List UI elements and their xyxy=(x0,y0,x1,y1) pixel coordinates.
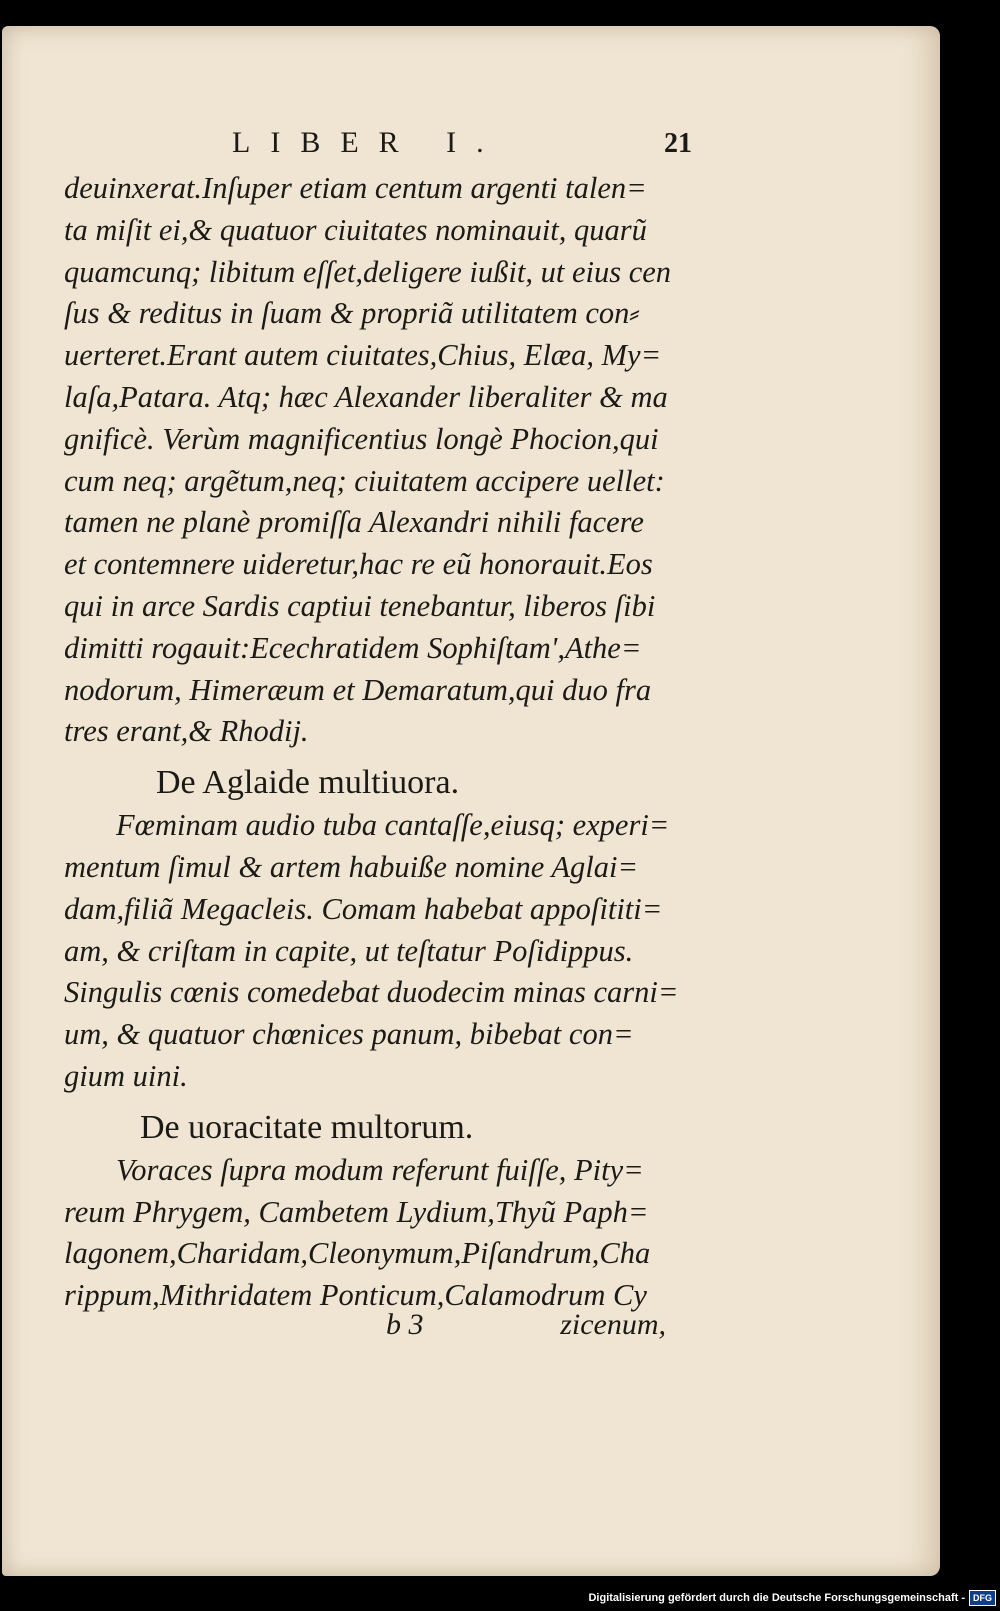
section-heading: De uoracitate multorum. xyxy=(140,1108,474,1146)
text-line: uerteret.Erant autem ciuitates,Chius, Elæa, My= xyxy=(64,338,662,373)
catchword: zicenum, xyxy=(560,1308,666,1341)
text-line: tamen ne planè promiſſa Alexandri nihili facere xyxy=(64,505,644,540)
text-line: am, & criſtam in capite, ut teſtatur Poſidippus. xyxy=(64,933,634,968)
text-line: um, & quatuor chœnices panum, bibebat con= xyxy=(64,1017,634,1052)
text-line: ta miſit ei,& quatuor ciuitates nominauit, quarũ xyxy=(64,212,647,247)
digitization-credit xyxy=(588,1589,996,1607)
text-line: rippum,Mithridatem Ponticum,Calamodrum Cy xyxy=(64,1278,647,1313)
text-line: gium uini. xyxy=(64,1058,188,1093)
text-block xyxy=(64,168,686,1317)
book-page xyxy=(2,26,940,1576)
text-line: cum neq; argẽtum,neq; ciuitatem accipere uellet: xyxy=(64,463,665,498)
text-line: lagonem,Charidam,Cleonymum,Piſandrum,Cha xyxy=(64,1236,651,1271)
running-head xyxy=(232,126,692,170)
section-heading: De Aglaide multiuora. xyxy=(156,764,460,802)
text-line: dimitti rogauit:Ecechratidem Sophiſtam',Athe= xyxy=(64,630,642,665)
text-line: laſa,Patara. Atq; hæc Alexander liberaliter & ma xyxy=(64,379,668,414)
dfg-logo: DFG xyxy=(969,1590,996,1606)
signature-mark: b 3 xyxy=(386,1308,424,1341)
text-line: reum Phrygem, Cambetem Lydium,Thyũ Paph= xyxy=(64,1194,649,1229)
page-number: 21 xyxy=(664,128,692,159)
text-line: et contemnere uideretur,hac re eũ honorauit.Eos xyxy=(64,547,653,582)
text-line: gnificè. Verùm magnificentius longè Phocion,qui xyxy=(64,421,659,456)
text-line: dam,filiã Megacleis. Comam habebat appoſititi= xyxy=(64,891,663,926)
text-line: Voraces ſupra modum referunt fuiſſe, Pity= xyxy=(116,1152,644,1187)
catch-line xyxy=(386,1308,666,1352)
text-line: quamcunq; libitum eſſet,deligere iußit, ut eius cen xyxy=(64,254,672,289)
text-line: nodorum, Himeræum et Demaratum,qui duo fra xyxy=(64,672,652,707)
credit-text: Digitalisierung gefördert durch die Deutsche Forschungsgemeinschaft - xyxy=(588,1592,965,1604)
text-line: deuinxerat.Inſuper etiam centum argenti talen= xyxy=(64,171,647,205)
text-line: ſus & reditus in ſuam & propriã utilitatem con⸗ xyxy=(64,296,640,331)
text-line: Singulis cœnis comedebat duodecim minas carni= xyxy=(64,975,679,1010)
running-title: LIBER I. xyxy=(232,126,504,159)
text-line: qui in arce Sardis captiui tenebantur, liberos ſibi xyxy=(64,588,656,623)
text-line: mentum ſimul & artem habuiße nomine Aglai= xyxy=(64,849,639,884)
text-line: Fœminam audio tuba cantaſſe,eiusq; experi= xyxy=(116,808,670,843)
text-line: tres erant,& Rhodij. xyxy=(64,714,309,749)
